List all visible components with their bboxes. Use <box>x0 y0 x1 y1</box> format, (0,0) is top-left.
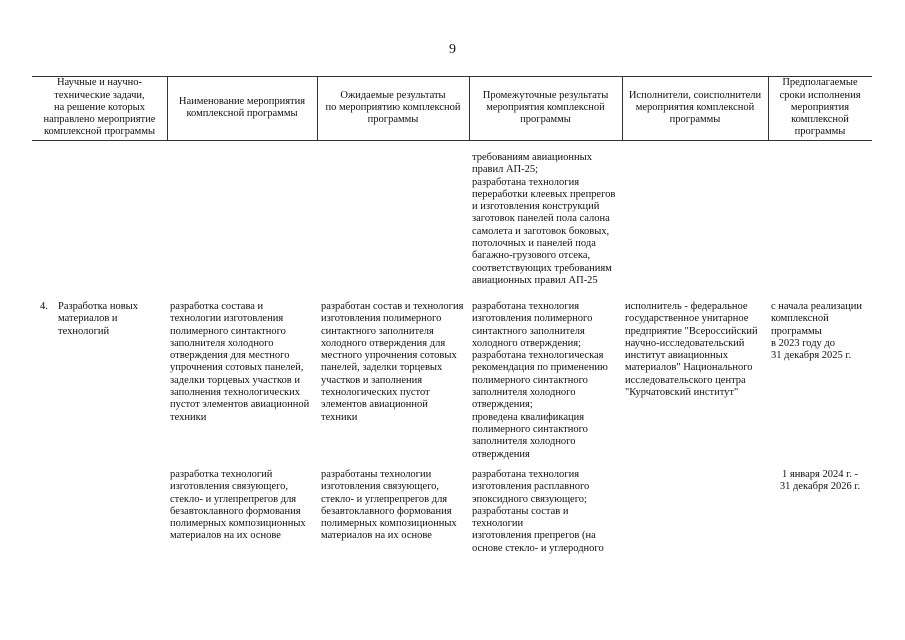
row-intermediate: разработана технология изготовления расплавного эпоксидного связующего; разработаны состав и технологии изготовления препрегов (на основе стекло- и углеродного <box>472 469 604 554</box>
row-terms: 1 января 2024 г. - 31 декабря 2026 г. <box>779 469 861 493</box>
header-event-name: Наименование мероприятия комплексной программы <box>178 95 306 119</box>
row-event: разработка технологий изготовления связующего, стекло- и углепрепрегов для безавтоклавного формования полимерных композиционных материалов на их основе <box>170 469 306 542</box>
row-number: 4. <box>40 301 48 312</box>
page-number: 9 <box>449 42 456 57</box>
header-intermediate-results: Промежуточные результаты мероприятия комплексной программы <box>482 89 609 126</box>
row-expected: разработан состав и технология изготовления полимерного синтактного заполнителя холодного отверждения для местного упрочнения сотовых панелей, заделки торцевых участков и заполнения технологических пустот элементов авиационной техники <box>321 301 464 423</box>
row-intermediate: разработана технология изготовления полимерного синтактного заполнителя холодного отверждения; разработана технологическая рекомендация по применению полимерного синтактного заполнителя холодного отверждения; проведена квалификация полимерного синтактного заполнителя холодного отверждения <box>472 301 608 460</box>
header-bottom-rule <box>32 140 872 141</box>
row-event: разработка состава и технологии изготовления полимерного синтактного заполнителя холодного отверждения для местного упрочнения сотовых панелей, заделки торцевых участков и заполнения технологических пустот элементов авиационной техники <box>170 301 310 423</box>
row-task: Разработка новых материалов и технологий <box>58 301 138 337</box>
header-top-rule <box>32 76 872 77</box>
header-terms: Предполагаемые сроки исполнения мероприятия комплексной программы <box>779 77 861 138</box>
header-tasks: Научные и научно- технические задачи, на решение которых направлено мероприятие комплексной программы <box>43 77 156 138</box>
continuation-intermediate: требованиям авиационных правил АП-25; разработана технология переработки клеевых препрегов и изготовления конструкций заготовок панелей пола салона самолета и заготовок боковых, потолочных и панелей пода багажно-грузового отсека, соответствующих требованиям авиационных правил АП-25 <box>472 152 616 286</box>
row-executor: исполнитель - федеральное государственное унитарное предприятие "Всероссийский научно-исследовательский институт авиационных материалов" Национального исследовательского центра "Курчатовский институт" <box>625 301 758 399</box>
header-expected-results: Ожидаемые результаты по мероприятию комплексной программы <box>325 89 461 126</box>
row-expected: разработаны технологии изготовления связующего, стекло- и углепрепрегов для безавтоклавного формования полимерных композиционных материалов на их основе <box>321 469 457 542</box>
row-terms: с начала реализации комплексной программы в 2023 году до 31 декабря 2025 г. <box>771 301 863 362</box>
header-executors: Исполнители, соисполнители мероприятия комплексной программы <box>628 89 762 126</box>
